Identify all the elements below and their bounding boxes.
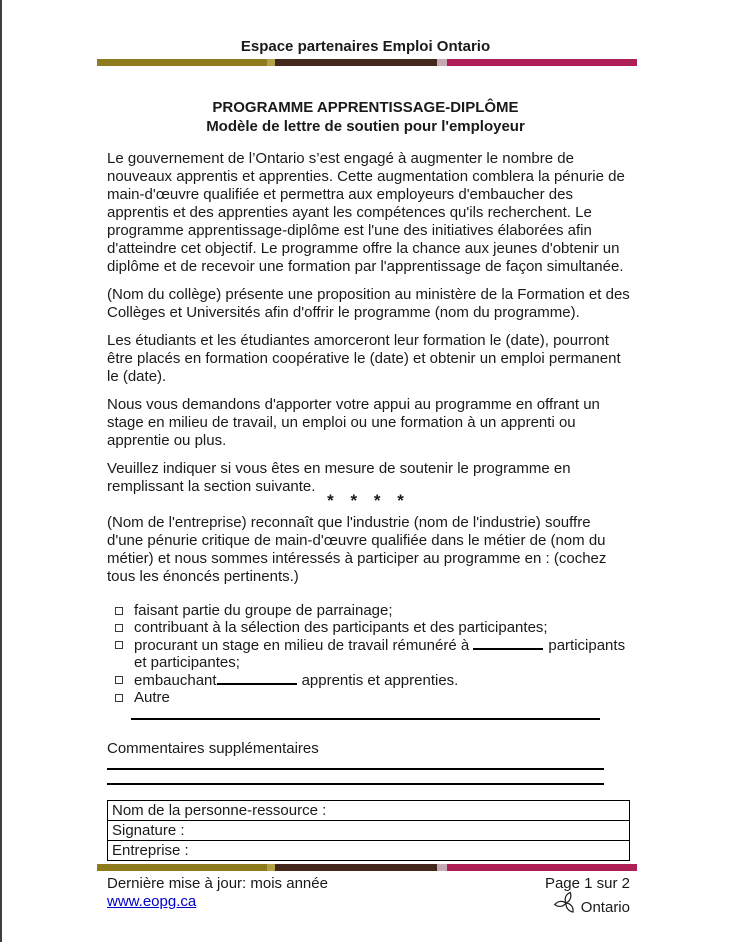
page-footer: [107, 875, 630, 917]
bar-segment-magenta: [447, 864, 637, 871]
document-title-line2: Modèle de lettre de soutien pour l'employeur: [206, 118, 525, 135]
bar-segment-olive-light: [267, 59, 275, 66]
checkbox-icon[interactable]: [115, 694, 123, 702]
footer-divider-bar: [97, 864, 637, 871]
ontario-logo: [552, 889, 630, 917]
checklist-item-label: faisant partie du groupe de parrainage;: [134, 602, 393, 619]
table-row-signature[interactable]: Signature :: [108, 821, 629, 841]
checklist-item-autre: [115, 689, 630, 706]
autre-write-in-line[interactable]: [131, 718, 600, 720]
document-title-line1: PROGRAMME APPRENTISSAGE-DIPLÔME: [212, 99, 519, 116]
paragraph-students: Les étudiants et les étudiantes amorceront leur formation le (date), pourront être placés en formation coopérative le (date) et obtenir un emploi permanent le (date).: [107, 332, 621, 385]
document-title: [2, 98, 729, 136]
last-updated-text: Dernière mise à jour: mois année: [107, 875, 328, 892]
comments-write-in-line[interactable]: [107, 783, 604, 785]
bar-segment-magenta: [447, 59, 637, 66]
checkbox-icon[interactable]: [115, 676, 123, 684]
bar-segment-separator: [437, 864, 447, 871]
table-row-contact-name[interactable]: Nom de la personne-ressource :: [108, 801, 629, 821]
checkbox-icon[interactable]: [115, 641, 123, 649]
paragraph-intro: Le gouvernement de l’Ontario s’est engagé à augmenter le nombre de nouveaux apprentis et apprenties. Cette augmentation comblera la pénurie de main-d'œuvre qualifiée et permettra aux employeurs d'embaucher des apprentis et des apprenties ayant les compétences qu'ils recherchent. Le programme apprentissage-diplôme est l'une des initiatives élaborées afin d'atteindre cet objectif. Le programme offre la chance aux jeunes d'obtenir un diplôme et de recevoir une formation par l'apprentissage de façon simultanée.: [107, 150, 625, 275]
paragraph-instruction: Veuillez indiquer si vous êtes en mesure de soutenir le programme en remplissant la section suivante.: [107, 460, 571, 495]
bar-segment-olive: [97, 59, 267, 66]
checkbox-icon[interactable]: [115, 607, 123, 615]
checklist-item-label: Autre: [134, 689, 170, 706]
fill-in-blank-participants[interactable]: [473, 636, 543, 650]
trillium-icon: [552, 889, 580, 917]
page-number: Page 1 sur 2: [544, 875, 630, 892]
stage-label-after: participants et participantes;: [134, 637, 626, 671]
bar-segment-olive: [97, 864, 267, 871]
participation-checklist: [107, 602, 630, 706]
bar-segment-separator: [437, 59, 447, 66]
comments-section-label: Commentaires supplémentaires: [107, 740, 319, 757]
embauche-label-before: embauchant: [134, 672, 217, 689]
bar-segment-brown: [275, 864, 437, 871]
paragraph-company: (Nom de l'entreprise) reconnaît que l'industrie (nom de l'industrie) souffre d'une pénurie critique de main-d'œuvre qualifiée dans le métier de (nom du métier) et nous sommes intéressés à participer au programme en : (cochez tous les énoncés pertinents.): [107, 514, 607, 585]
embauche-label-after: apprentis et apprenties.: [301, 672, 459, 689]
section-separator-stars: * * * *: [327, 491, 410, 510]
checklist-item-label: [134, 636, 630, 671]
eopg-link[interactable]: www.eopg.ca: [107, 893, 197, 910]
paragraph-college: (Nom du collège) présente une proposition au ministère de la Formation et des Collèges et Universités afin d'offrir le programme (nom du programme).: [107, 286, 630, 321]
ontario-logo-text: Ontario: [580, 899, 630, 916]
comments-write-in-line[interactable]: [107, 768, 604, 770]
bar-segment-brown: [275, 59, 437, 66]
paragraph-request: Nous vous demandons d'apporter votre appui au programme en offrant un stage en milieu de travail, un emploi ou une formation à un apprenti ou apprentie ou plus.: [107, 396, 600, 449]
site-header-title: Espace partenaires Emploi Ontario: [240, 38, 491, 55]
checklist-item-embauche: [115, 671, 630, 689]
checklist-item-label: [134, 671, 630, 689]
checklist-item-selection: [115, 619, 630, 636]
header-divider-bar: [97, 59, 637, 66]
checklist-item-stage: [115, 636, 630, 671]
signature-table: [107, 800, 630, 861]
stage-label-before: procurant un stage en milieu de travail rémunéré à: [134, 637, 470, 654]
checklist-item-parrainage: [115, 602, 630, 619]
fill-in-blank-apprentis[interactable]: [217, 671, 297, 685]
bar-segment-olive-light: [267, 864, 275, 871]
checkbox-icon[interactable]: [115, 624, 123, 632]
document-body: [107, 150, 630, 861]
checklist-item-label: contribuant à la sélection des participants et des participantes;: [134, 619, 548, 636]
table-row-company[interactable]: Entreprise :: [112, 842, 189, 859]
